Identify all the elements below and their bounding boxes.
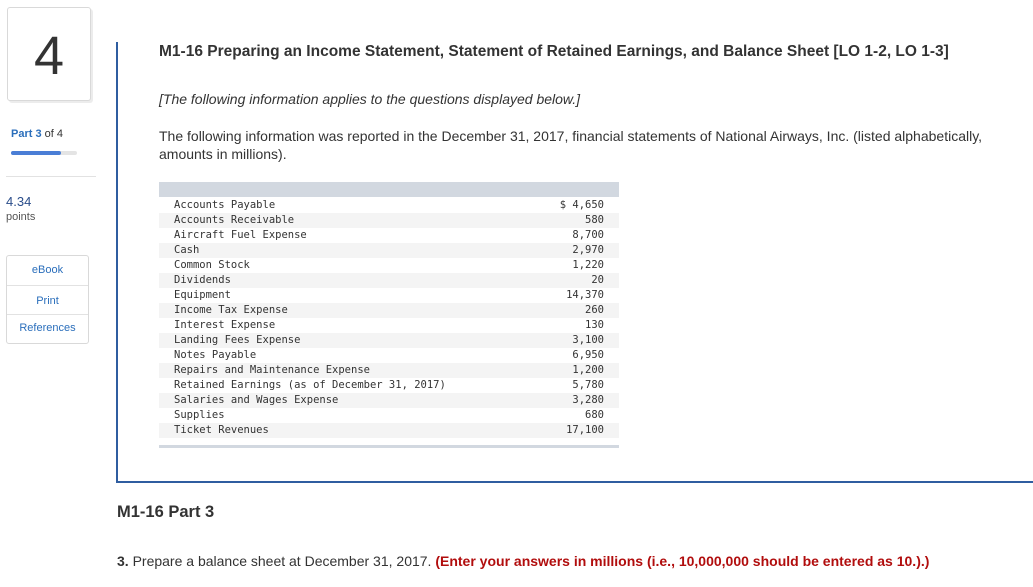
row-label: Cash <box>174 244 200 256</box>
row-label: Ticket Revenues <box>174 424 269 436</box>
row-amount: 580 <box>585 214 604 226</box>
row-amount: 14,370 <box>566 289 604 301</box>
row-amount: 20 <box>591 274 604 286</box>
question-description: The following information was reported in the December 31, 2017, financial statements of National Airways, Inc. (listed alphabetically, amounts in millions). <box>159 128 983 162</box>
financial-data-table <box>159 182 619 448</box>
table-header-bar <box>159 182 619 197</box>
row-amount: 3,100 <box>572 334 604 346</box>
question-note: [The following information applies to the questions displayed below.] <box>159 91 581 107</box>
row-label: Interest Expense <box>174 319 276 331</box>
row-amount: 5,780 <box>572 379 604 391</box>
table-row <box>159 273 619 288</box>
part-progress-fill <box>11 151 61 155</box>
question-number-card <box>7 7 91 101</box>
part-progress-bar <box>11 151 77 155</box>
instruction <box>117 553 929 569</box>
row-label: Equipment <box>174 289 231 301</box>
part-heading: M1-16 Part 3 <box>117 503 215 521</box>
instruction-number: 3. <box>117 553 129 569</box>
table-row <box>159 243 619 258</box>
row-label: Common Stock <box>174 259 250 271</box>
row-amount: 3,280 <box>572 394 604 406</box>
instruction-note: (Enter your answers in millions (i.e., 10,000,000 should be entered as 10.).) <box>435 553 930 569</box>
row-label: Landing Fees Expense <box>174 334 301 346</box>
row-amount: 8,700 <box>572 229 604 241</box>
ebook-button[interactable]: eBook <box>31 264 64 276</box>
table-row <box>159 423 619 438</box>
table-row <box>159 318 619 333</box>
table-row <box>159 288 619 303</box>
question-title: M1-16 Preparing an Income Statement, Statement of Retained Earnings, and Balance Sheet [LO 1-2, LO 1-3] <box>159 43 949 60</box>
row-amount: 2,970 <box>572 244 604 256</box>
question-number: 4 <box>33 26 65 86</box>
part-current: 3 <box>35 128 42 140</box>
table-row <box>159 408 619 423</box>
row-label: Accounts Payable <box>174 199 276 211</box>
resource-divider <box>7 314 88 315</box>
row-label: Aircraft Fuel Expense <box>174 229 307 241</box>
part-indicator <box>11 128 63 140</box>
table-row <box>159 378 619 393</box>
table-row <box>159 393 619 408</box>
row-label: Dividends <box>174 274 231 286</box>
row-label: Retained Earnings (as of December 31, 2017) <box>174 379 446 391</box>
row-label: Accounts Receivable <box>174 214 295 226</box>
row-label: Supplies <box>174 409 225 421</box>
row-amount: 260 <box>585 304 604 316</box>
row-amount: 6,950 <box>572 349 604 361</box>
sidebar-divider <box>6 176 96 177</box>
points-label: points <box>6 211 36 223</box>
table-row <box>159 363 619 378</box>
row-label: Income Tax Expense <box>174 304 288 316</box>
instruction-text: Prepare a balance sheet at December 31, 2017. <box>132 553 432 569</box>
resource-divider <box>7 285 88 286</box>
table-row <box>159 348 619 363</box>
row-amount: 680 <box>585 409 604 421</box>
row-label: Salaries and Wages Expense <box>174 394 339 406</box>
row-amount: 1,220 <box>572 259 604 271</box>
table-row <box>159 303 619 318</box>
row-amount: 1,200 <box>572 364 604 376</box>
row-amount: $ 4,650 <box>559 199 604 211</box>
print-button[interactable]: Print <box>36 295 59 307</box>
table-row <box>159 198 619 213</box>
table-row <box>159 333 619 348</box>
row-amount: 130 <box>585 319 604 331</box>
table-row <box>159 228 619 243</box>
row-label: Repairs and Maintenance Expense <box>174 364 370 376</box>
question-panel-border-left <box>116 42 118 482</box>
points-value: 4.34 <box>6 194 32 209</box>
references-button[interactable]: References <box>19 322 76 334</box>
part-word: Part <box>11 128 33 140</box>
table-row <box>159 213 619 228</box>
part-of: of 4 <box>44 128 64 140</box>
resource-buttons <box>6 255 89 344</box>
row-label: Notes Payable <box>174 349 257 361</box>
row-amount: 17,100 <box>566 424 604 436</box>
table-footer-bar <box>159 445 619 448</box>
question-panel-border-bottom <box>116 481 1033 483</box>
table-row <box>159 258 619 273</box>
